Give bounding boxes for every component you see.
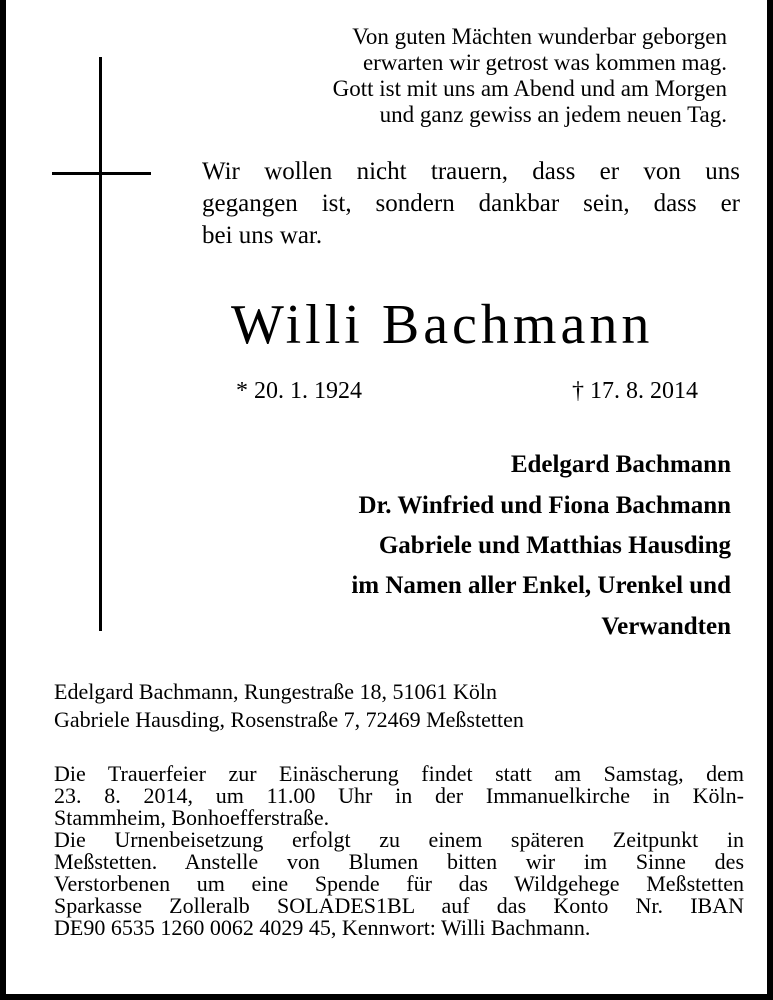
deceased-name: Willi Bachmann	[231, 294, 654, 356]
mourner-line: Edelgard Bachmann	[510, 451, 731, 478]
service-info	[54, 763, 744, 939]
mourner-line: Dr. Winfried und Fiona Bachmann	[358, 492, 731, 519]
verse-line: Gott ist mit uns am Abend und am Morgen	[332, 76, 727, 101]
info-line: DE90 6535 1260 0062 4029 45, Kennwort: Willi Bachmann.	[54, 915, 591, 940]
death-date: † 17. 8. 2014	[572, 378, 698, 404]
mourner-line: Verwandten	[601, 613, 731, 640]
cross-icon-crossbar	[52, 172, 151, 175]
mourner-line: Gabriele und Matthias Hausding	[378, 532, 731, 559]
info-line: Verstorbenen um eine Spende für das Wildgehege Meßstetten	[54, 871, 744, 896]
info-line: Stammheim, Bonhoefferstraße.	[54, 805, 330, 830]
quote-line: Wir wollen nicht trauern, dass er von uns	[202, 158, 740, 185]
verse-line: und ganz gewiss an jedem neuen Tag.	[379, 102, 727, 127]
birth-date: * 20. 1. 1924	[236, 378, 362, 404]
quote	[202, 156, 740, 252]
info-line: Die Trauerfeier zur Einäscherung findet statt am Samstag, dem	[54, 761, 744, 786]
address-line: Gabriele Hausding, Rosenstraße 7, 72469 Meßstetten	[54, 707, 524, 732]
mourner-line: im Namen aller Enkel, Urenkel und	[351, 572, 731, 599]
info-line: Meßstetten. Anstelle von Blumen bitten wir im Sinne des	[54, 849, 744, 874]
verse-line: erwarten wir getrost was kommen mag.	[362, 50, 727, 75]
cross-icon	[99, 57, 102, 631]
verse-line: Von guten Mächten wunderbar geborgen	[352, 24, 727, 49]
info-line: 23. 8. 2014, um 11.00 Uhr in der Immanuelkirche in Köln-	[54, 783, 744, 808]
address-line: Edelgard Bachmann, Rungestraße 18, 51061 Köln	[54, 679, 497, 704]
quote-line: gegangen ist, sondern dankbar sein, dass er	[202, 190, 740, 217]
quote-line: bei uns war.	[202, 222, 323, 249]
info-line: Die Urnenbeisetzung erfolgt zu einem späteren Zeitpunkt in	[54, 827, 744, 852]
info-line: Sparkasse Zolleralb SOLADES1BL auf das Konto Nr. IBAN	[54, 893, 744, 918]
